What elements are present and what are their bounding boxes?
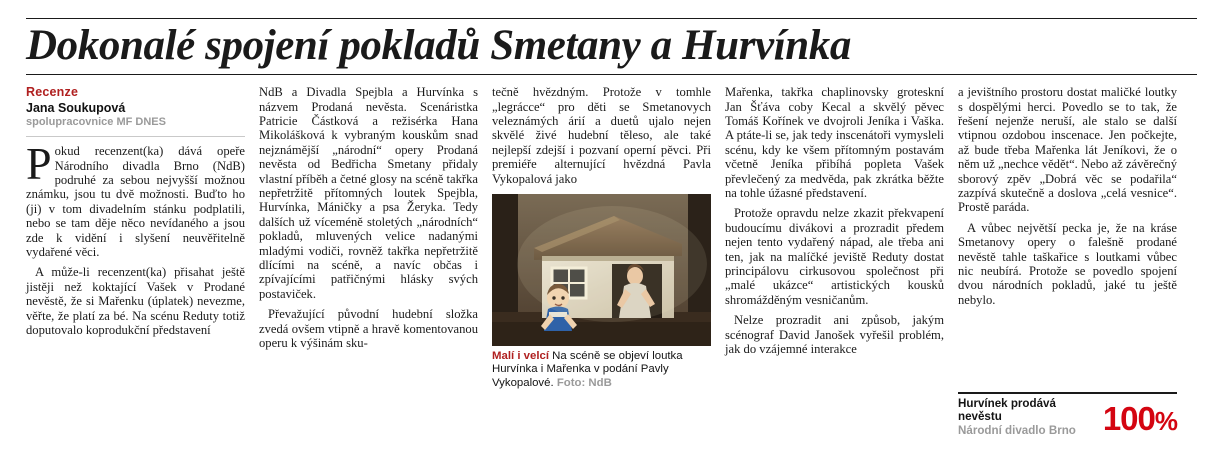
caption-text: Na scéně se objeví loutka Hurvínka i Mařenka v podání Pavly Vykopalové. xyxy=(492,349,683,389)
rating-score-value: 100 xyxy=(1102,400,1155,438)
paragraph: Převažující původní hudební složka zvedá ovšem vtipně a hravě komentovanou operu k výšinám sku- xyxy=(259,307,478,351)
article-column-4 xyxy=(725,85,944,437)
paragraph: A vůbec největší pecka je, že na kráse Smetanovy opery o falešně prodané nevěstě tahle taškařice s loutkami vůbec nic neubírá. Protože se povedlo spojení dvou národních pokladů, jaké tu ještě nebylo. xyxy=(958,220,1177,307)
rating-score-unit: % xyxy=(1154,406,1177,437)
paragraph xyxy=(26,138,245,259)
article-columns xyxy=(26,85,1197,437)
paragraph: tečně hvězdným. Protože v tomhle „legrácce“ pro děti se Smetanovych veleznámých árií a duetů ujalo nejen skvělé živé hudební těleso, ale také nejlepší zdejší i pozvaní operní pěvci. Při premiéře alternující hvězdná Pavla Vykopalová jako xyxy=(492,85,711,186)
production-title: Hurvínek prodává nevěstu xyxy=(958,396,1056,423)
drop-cap: P xyxy=(26,138,52,190)
caption-lead: Malí i velcí xyxy=(492,349,549,362)
page-title: Dokonalé spojení pokladů Smetany a Hurvínka xyxy=(26,22,851,69)
theatre-photo-illustration xyxy=(492,194,711,346)
author-role: spolupracovnice MF DNES xyxy=(26,116,166,129)
paragraph: Protože opravdu nelze zkazit překvapení budoucímu divákovi a prozradit předem nejen tento vydařený nápad, ale třeba ani ten, jak na malíčké jeviště Reduty dostat principálovu cirkusovou společnost při „malé ukázce“ artistických kousků shromážděným vesničanům. xyxy=(725,206,944,307)
photo-caption xyxy=(492,350,711,390)
caption-credit: Foto: NdB xyxy=(556,376,612,389)
byline-divider xyxy=(26,136,245,137)
rating-info xyxy=(958,397,1103,438)
paragraph: a jevištního prostoru dostat maličké loutky s dospělými herci. Povedlo se to tak, že řešení nejenže neruší, ale stalo se další vtipnou ozdobou inscenace. Jen počkejte, až bude třeba Mařenka lát Jeníkovi, že o něm už „nechce vědět“. Nebo až závěrečný sborový zpěv „Dobrá věc se podařila“ zazpívá skutečně a doslova „celá vesnice“. Prostě paráda. xyxy=(958,85,1177,215)
section-kicker: Recenze xyxy=(26,85,79,100)
rating-divider xyxy=(958,392,1177,394)
theatre-photo-hurvinek-marenka xyxy=(492,194,711,346)
article-column-2 xyxy=(259,85,478,437)
status-badge xyxy=(1102,400,1177,438)
paragraph: NdB a Divadla Spejbla a Hurvínka s názvem Prodaná nevěsta. Scenáristka Patricie Částková a režisérka Hana Mikolášková k vybraným kouskům snad nejznámější „národní“ opery Prodaná nevěsta od Bedřicha Smetany přidaly vlastní příběh a četné glosy na scéně takřka nepřetržitě přítomných loutek Spejbla, Hurvínka, Máničky a psa Žeryka. Tedy dalších už víceméně stoletých „národních“ pokladů, mluvených velice nadanými mladými vodiči, rovněž takřka nepřetržitě dlícími na scéně, a navíc občas i zpívajícími patřičnými hlásky svých postaviček. xyxy=(259,85,478,301)
headline-bottom-rule xyxy=(26,74,1197,75)
article-column-1 xyxy=(26,85,245,437)
photo-figure xyxy=(492,194,711,390)
paragraph: A může-li recenzent(ka) přisahat ještě jistěji než koktající Vašek v Prodané nevěstě, že si Mařenku (úplatek) nevezme, věřte, že platí za bé. Na scénu Reduty totiž doputovalo koprodukční představení xyxy=(26,265,245,338)
production-venue: Národní divadlo Brno xyxy=(958,423,1076,437)
rating-box xyxy=(958,392,1177,438)
headline-top-rule xyxy=(26,18,1197,19)
article-column-3 xyxy=(492,85,711,437)
article-column-5 xyxy=(958,85,1177,437)
paragraph-text: okud recenzent(ka) dává opeře Národního divadla Brno (NdB) podruhé za sebou nejvyšší možnou známku, jsou tu dvě možnosti. Buďto ho (ji) v tom divadelním stánku podplatili, nebo se tam děje něco nevídaného a jsou zde k vidění i slyšení neuvěřitelně vydařené věci. xyxy=(26,144,245,259)
paragraph: Mařenka, takřka chaplinovsky groteskní Jan Šťáva coby Kecal a skvělý pěvec Tomáš Kořínek ve dvojroli Jeníka i Vaška. A ptáte-li se, jak tedy inscenátoři vymysleli scénu, kdy ke všem přítomným postavám včetně Jeníka přibíhá popleta Vašek převlečený za medvěda, pak zkrátka běžte na tohle úžasné představení. xyxy=(725,85,944,200)
paragraph: Nelze prozradit ani způsob, jakým scénograf David Janošek vyřešil problém, jak do vzájemné interakce xyxy=(725,313,944,357)
author-name: Jana Soukupová xyxy=(26,101,126,116)
